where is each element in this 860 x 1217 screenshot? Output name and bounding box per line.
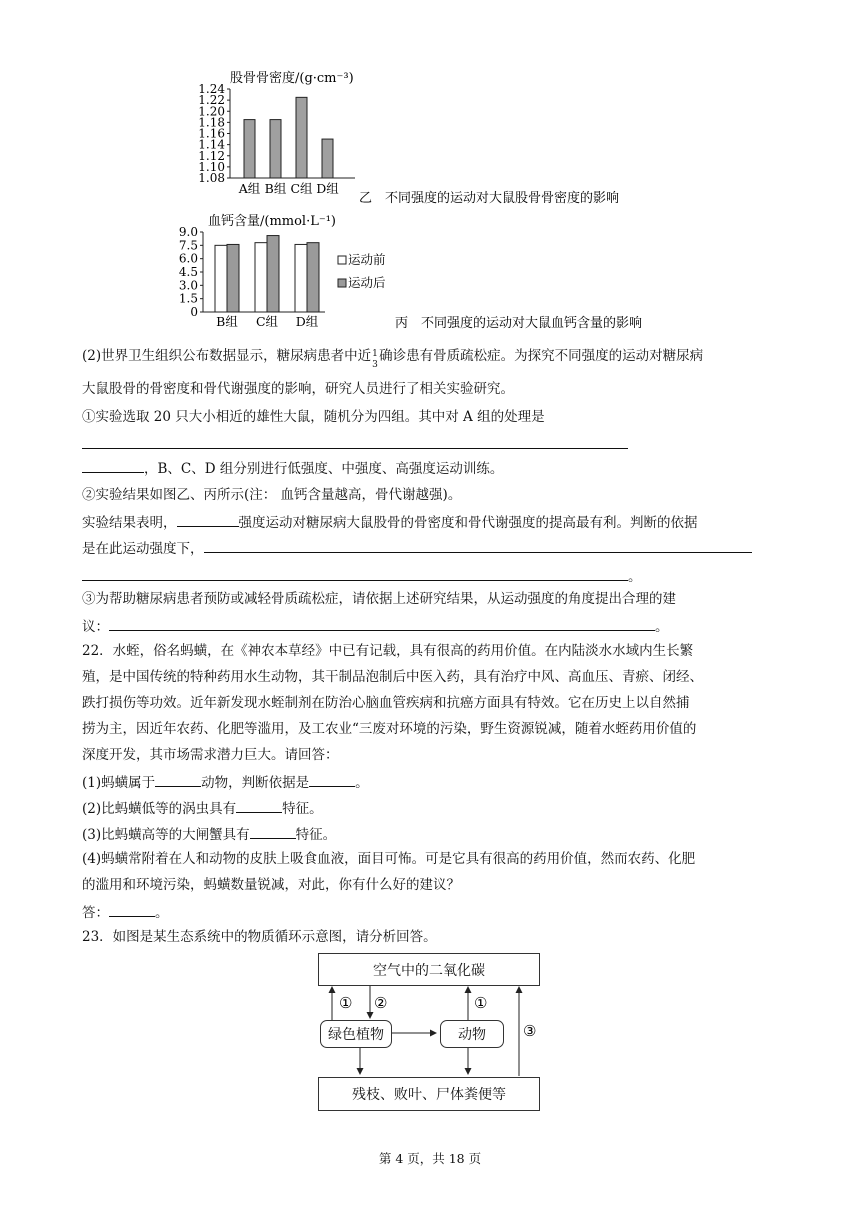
chart1-ytick-label: 1.12 bbox=[198, 148, 225, 163]
q2-step3: ③为帮助糖尿病患者预防或减轻骨质疏松症，请依据上述研究结果，从运动强度的角度提出合理的建 bbox=[82, 591, 676, 607]
chart2-ytick-label: 4.5 bbox=[178, 265, 198, 279]
answer-blank-22-2[interactable] bbox=[236, 798, 282, 813]
chart1-xtick-label: B组 bbox=[264, 181, 287, 196]
cycle-num-1b: ① bbox=[474, 994, 488, 1012]
chart2-xticks bbox=[216, 314, 319, 329]
chart1-ytick-label: 1.18 bbox=[198, 115, 225, 130]
chart2-bar-after bbox=[227, 244, 239, 312]
answer-blank-a-treatment[interactable] bbox=[82, 448, 628, 449]
chart2-ytick-label: 6.0 bbox=[178, 251, 198, 266]
legend-swatch-before bbox=[338, 256, 346, 264]
chart1-ytick-label: 1.16 bbox=[198, 126, 225, 141]
fraction-one-third: 1 3 bbox=[372, 349, 378, 370]
chart1-title: 股骨骨密度/(g·cm⁻³) bbox=[230, 71, 354, 86]
cycle-num-2: ② bbox=[374, 994, 388, 1012]
legend-swatch-after bbox=[338, 279, 346, 287]
blood-calcium-chart bbox=[170, 210, 700, 335]
chart1-ytick-label: 1.10 bbox=[198, 159, 225, 174]
q22-answer: 答： 。 bbox=[82, 902, 169, 922]
chart2-xtick-label: D组 bbox=[295, 314, 319, 329]
legend-label-after: 运动后 bbox=[348, 275, 386, 290]
chart2-ytick-label: 7.5 bbox=[178, 238, 198, 253]
co2-box: 空气中的二氧化碳 bbox=[318, 953, 540, 986]
q2-result-line3: 。 bbox=[82, 566, 642, 586]
chart2-bar-after bbox=[307, 243, 319, 312]
chart1-bar bbox=[270, 120, 281, 178]
bone-density-chart bbox=[185, 62, 685, 212]
chart1-bar bbox=[244, 120, 255, 178]
chart2-caption: 丙 不同强度的运动对大鼠血钙含量的影响 bbox=[395, 316, 643, 331]
answer-blank-basis[interactable] bbox=[204, 538, 752, 553]
animal-box: 动物 bbox=[440, 1020, 504, 1048]
answer-blank-22-4[interactable] bbox=[109, 902, 155, 917]
chart2-ytick-label: 0 bbox=[190, 305, 198, 319]
q2-step1: ①实验选取 20 只大小相近的雄性大鼠，随机分为四组。其中对 A 组的处理是 bbox=[82, 409, 545, 425]
chart1-xtick-label: C组 bbox=[290, 181, 313, 196]
chart2-xtick-label: C组 bbox=[255, 314, 279, 329]
chart2-xtick-label: B组 bbox=[216, 314, 238, 329]
q22-para-line4: 捞为主，因近年农药、化肥等滥用，及工农业“三废对环境的污染，野生资源锐减，随着水蛭药用价值的 bbox=[82, 721, 697, 737]
cycle-num-1: ① bbox=[339, 994, 353, 1012]
chart1-yticks bbox=[198, 82, 225, 185]
q23-title: 23．如图是某生态系统中的物质循环示意图，请分析回答。 bbox=[82, 929, 437, 945]
residue-box: 残枝、败叶、尸体粪便等 bbox=[318, 1077, 540, 1111]
chart1-ytick-label: 1.08 bbox=[198, 171, 225, 185]
q22-para-line5: 深度开发，其市场需求潜力巨大。请回答： bbox=[82, 747, 339, 763]
chart1-caption: 乙 不同强度的运动对大鼠股骨骨密度的影响 bbox=[359, 191, 620, 206]
chart1-xtick-label: D组 bbox=[316, 181, 339, 196]
q22-para-line2: 殖，是中国传统的特种药用水生动物，其干制品泡制后中医入药，具有治疗中风、高血压、青瘀、闭经、 bbox=[82, 669, 703, 685]
answer-blank-intensity[interactable] bbox=[177, 512, 239, 527]
chart1-ytick-label: 1.14 bbox=[198, 137, 225, 152]
chart2-legend bbox=[338, 252, 386, 290]
page-footer: 第 4 页，共 18 页 bbox=[378, 1151, 482, 1166]
q2-result-line2: 是在此运动强度下， bbox=[82, 538, 752, 558]
chart2-bar-before bbox=[215, 245, 227, 312]
chart2-ytick-label: 1.5 bbox=[178, 291, 198, 306]
chart1-xticks bbox=[238, 181, 340, 196]
chart2-bar-after bbox=[267, 236, 279, 312]
q22-sub4-line2: 的滥用和环境污染，蚂蟥数量锐减，对此，你有什么好的建议？ bbox=[82, 877, 460, 893]
q22-sub2: (2)比蚂蟥低等的涡虫具有 特征。 bbox=[82, 798, 323, 818]
answer-blank-22-1b[interactable] bbox=[309, 772, 355, 787]
chart1-bar bbox=[296, 97, 307, 178]
answer-blank-basis-2[interactable] bbox=[82, 566, 628, 581]
chart1-ytick-label: 1.22 bbox=[198, 93, 225, 108]
chart2-title: 血钙含量/(mmol·L⁻¹) bbox=[208, 214, 337, 229]
chart2-bar-before bbox=[255, 243, 267, 312]
chart2-ytick-label: 3.0 bbox=[178, 278, 198, 293]
chart1-ytick-label: 1.20 bbox=[198, 104, 225, 119]
q22-sub3: (3)比蚂蟥高等的大闸蟹具有 特征。 bbox=[82, 824, 336, 844]
q22-para-line3: 跌打损伤等功效。近年新发现水蛭制剂在防治心脑血管疾病和抗癌方面具有特效。它在历史上以自然捕 bbox=[82, 695, 690, 711]
chart2-bars bbox=[215, 236, 319, 312]
q22-sub1: (1)蚂蟥属于 动物，判断依据是 。 bbox=[82, 772, 369, 792]
cycle-num-3: ③ bbox=[523, 1022, 537, 1040]
q2-intro-line1: (2)世界卫生组织公布数据显示，糖尿病患者中近 1 3 确诊患有骨质疏松症。为探究不同强度的运动对糖尿病 bbox=[82, 348, 704, 370]
chart1-bar bbox=[322, 139, 333, 178]
q2-result-line1: 实验结果表明， 强度运动对糖尿病大鼠股骨的骨密度和骨代谢强度的提高最有利。判断的依据 bbox=[82, 512, 698, 532]
chart1-ytick-label: 1.24 bbox=[198, 82, 225, 96]
answer-blank-suggestion[interactable] bbox=[109, 616, 655, 631]
legend-label-before: 运动前 bbox=[348, 252, 386, 267]
chart1-xtick-label: A组 bbox=[238, 181, 261, 196]
q2-step3-line2: 议： 。 bbox=[82, 616, 669, 636]
answer-blank-22-1a[interactable] bbox=[155, 772, 201, 787]
green-plant-box: 绿色植物 bbox=[320, 1020, 392, 1048]
q22-para-line1: 22．水蛭，俗名蚂蟥，在《神农本草经》中已有记载，具有很高的药用价值。在内陆淡水水域内生长繁 bbox=[82, 643, 694, 659]
q2-step2: ②实验结果如图乙、丙所示(注： 血钙含量越高，骨代谢越强)。 bbox=[82, 487, 462, 503]
chart2-yticks bbox=[179, 225, 198, 319]
chart1-bars bbox=[244, 97, 333, 178]
q22-sub4-line1: (4)蚂蟥常附着在人和动物的皮肤上吸食血液，面目可怖。可是它具有很高的药用价值，然而农药、化肥 bbox=[82, 851, 696, 867]
q2-intro-line2: 大鼠股骨的骨密度和骨代谢强度的影响，研究人员进行了相关实验研究。 bbox=[82, 381, 514, 397]
q2-step1-tail: ，B、C、D 组分别进行低强度、中强度、高强度运动训练。 bbox=[82, 458, 503, 478]
chart2-ytick-label: 9.0 bbox=[178, 225, 198, 239]
chart2-bar-before bbox=[295, 244, 307, 312]
answer-blank-22-3[interactable] bbox=[250, 824, 296, 839]
answer-blank-a-treatment-2[interactable] bbox=[82, 458, 144, 473]
